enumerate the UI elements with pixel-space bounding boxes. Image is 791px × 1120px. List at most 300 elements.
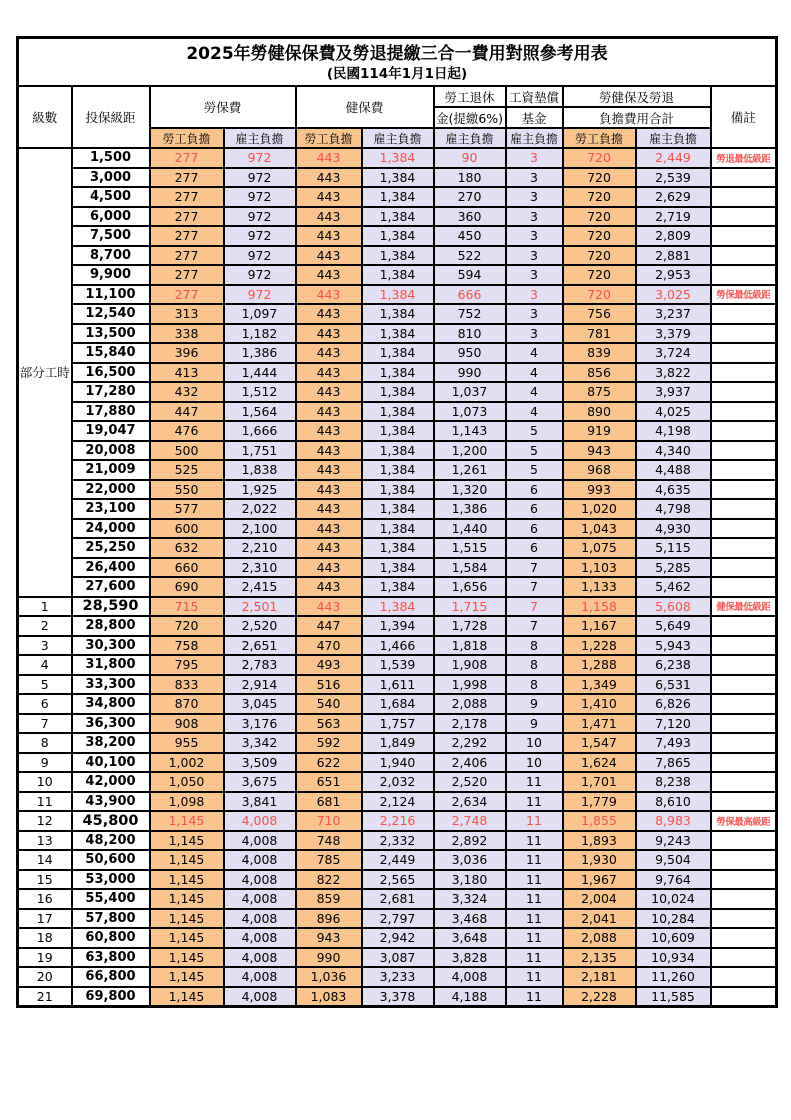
cell-remark bbox=[711, 246, 777, 266]
cell-total-worker: 781 bbox=[563, 324, 636, 344]
table-row bbox=[18, 363, 777, 383]
cell-remark bbox=[711, 909, 777, 929]
table-row bbox=[18, 714, 777, 734]
cell-health-employer: 1,384 bbox=[362, 441, 434, 461]
cell-labor-worker: 1,145 bbox=[150, 948, 224, 968]
cell-health-employer: 1,684 bbox=[362, 694, 434, 714]
cell-health-employer: 1,384 bbox=[362, 577, 434, 597]
cell-health-employer: 1,384 bbox=[362, 538, 434, 558]
cell-bracket: 45,800 bbox=[72, 811, 150, 831]
cell-level: 20 bbox=[18, 967, 72, 987]
cell-level: 5 bbox=[18, 675, 72, 695]
table-row bbox=[18, 597, 777, 617]
cell-labor-worker: 1,098 bbox=[150, 792, 224, 812]
table-row bbox=[18, 421, 777, 441]
cell-health-employer: 1,384 bbox=[362, 597, 434, 617]
cell-bracket: 16,500 bbox=[72, 363, 150, 383]
cell-health-employer: 1,384 bbox=[362, 304, 434, 324]
cell-wage-fund-employer: 10 bbox=[506, 733, 563, 753]
cell-bracket: 33,300 bbox=[72, 675, 150, 695]
cell-labor-employer: 972 bbox=[224, 187, 296, 207]
cell-pension-employer: 1,998 bbox=[434, 675, 506, 695]
cell-remark bbox=[711, 831, 777, 851]
cell-level: 14 bbox=[18, 850, 72, 870]
cell-health-worker: 443 bbox=[296, 187, 362, 207]
cell-pension-employer: 2,520 bbox=[434, 772, 506, 792]
cell-level: 4 bbox=[18, 655, 72, 675]
cell-total-employer: 11,260 bbox=[636, 967, 711, 987]
cell-remark bbox=[711, 499, 777, 519]
cell-health-employer: 1,384 bbox=[362, 226, 434, 246]
cell-labor-worker: 908 bbox=[150, 714, 224, 734]
cell-remark bbox=[711, 187, 777, 207]
cell-labor-employer: 3,176 bbox=[224, 714, 296, 734]
cell-remark bbox=[711, 304, 777, 324]
cell-labor-employer: 1,751 bbox=[224, 441, 296, 461]
cell-health-employer: 1,384 bbox=[362, 343, 434, 363]
cell-pension-employer: 1,715 bbox=[434, 597, 506, 617]
cell-wage-fund-employer: 11 bbox=[506, 850, 563, 870]
cell-bracket: 23,100 bbox=[72, 499, 150, 519]
cell-total-employer: 5,649 bbox=[636, 616, 711, 636]
cell-bracket: 30,300 bbox=[72, 636, 150, 656]
cell-labor-employer: 2,415 bbox=[224, 577, 296, 597]
cell-health-employer: 1,384 bbox=[362, 168, 434, 188]
cell-remark bbox=[711, 675, 777, 695]
cell-labor-employer: 2,210 bbox=[224, 538, 296, 558]
cell-total-worker: 2,228 bbox=[563, 987, 636, 1007]
cell-bracket: 22,000 bbox=[72, 480, 150, 500]
cell-health-employer: 2,797 bbox=[362, 909, 434, 929]
cell-total-worker: 2,135 bbox=[563, 948, 636, 968]
cell-remark bbox=[711, 987, 777, 1007]
cell-remark bbox=[711, 460, 777, 480]
cell-level: 1 bbox=[18, 597, 72, 617]
cell-health-worker: 443 bbox=[296, 285, 362, 305]
cell-total-employer: 4,488 bbox=[636, 460, 711, 480]
cell-bracket: 3,000 bbox=[72, 168, 150, 188]
cell-total-worker: 720 bbox=[563, 207, 636, 227]
cell-wage-fund-employer: 6 bbox=[506, 499, 563, 519]
cell-remark bbox=[711, 850, 777, 870]
cell-labor-worker: 600 bbox=[150, 519, 224, 539]
cell-labor-worker: 338 bbox=[150, 324, 224, 344]
cell-pension-employer: 666 bbox=[434, 285, 506, 305]
page-title: 2025年勞健保保費及勞退提繳三合一費用對照參考用表 bbox=[186, 43, 608, 64]
subheader-wage-fund-employer: 雇主負擔 bbox=[506, 128, 563, 148]
cell-total-worker: 1,349 bbox=[563, 675, 636, 695]
cell-total-employer: 5,943 bbox=[636, 636, 711, 656]
cell-labor-worker: 1,145 bbox=[150, 909, 224, 929]
cell-total-worker: 1,133 bbox=[563, 577, 636, 597]
cell-health-employer: 2,032 bbox=[362, 772, 434, 792]
cell-wage-fund-employer: 3 bbox=[506, 304, 563, 324]
cell-health-worker: 443 bbox=[296, 519, 362, 539]
cell-total-employer: 5,462 bbox=[636, 577, 711, 597]
cell-labor-employer: 1,097 bbox=[224, 304, 296, 324]
cell-labor-employer: 4,008 bbox=[224, 811, 296, 831]
cell-wage-fund-employer: 3 bbox=[506, 226, 563, 246]
cell-level: 10 bbox=[18, 772, 72, 792]
cell-wage-fund-employer: 4 bbox=[506, 363, 563, 383]
cell-total-worker: 856 bbox=[563, 363, 636, 383]
cell-bracket: 6,000 bbox=[72, 207, 150, 227]
cell-remark bbox=[711, 870, 777, 890]
cell-remark: 健保最低級距 bbox=[711, 597, 777, 617]
cell-level: 15 bbox=[18, 870, 72, 890]
cell-wage-fund-employer: 11 bbox=[506, 831, 563, 851]
col-header-pension-line1: 勞工退休 bbox=[434, 86, 506, 107]
cell-wage-fund-employer: 3 bbox=[506, 168, 563, 188]
cell-labor-worker: 1,145 bbox=[150, 811, 224, 831]
cell-health-worker: 443 bbox=[296, 597, 362, 617]
cell-labor-worker: 660 bbox=[150, 558, 224, 578]
cell-total-employer: 7,493 bbox=[636, 733, 711, 753]
cell-total-worker: 2,041 bbox=[563, 909, 636, 929]
subheader-labor-employer: 雇主負擔 bbox=[224, 128, 296, 148]
cell-wage-fund-employer: 5 bbox=[506, 441, 563, 461]
table-row bbox=[18, 499, 777, 519]
cell-labor-employer: 1,182 bbox=[224, 324, 296, 344]
cell-remark bbox=[711, 519, 777, 539]
table-row bbox=[18, 811, 777, 831]
cell-health-worker: 681 bbox=[296, 792, 362, 812]
cell-level: 12 bbox=[18, 811, 72, 831]
cell-total-worker: 943 bbox=[563, 441, 636, 461]
table-row bbox=[18, 226, 777, 246]
cell-total-employer: 3,237 bbox=[636, 304, 711, 324]
table-row bbox=[18, 655, 777, 675]
cell-wage-fund-employer: 4 bbox=[506, 343, 563, 363]
cell-health-employer: 1,384 bbox=[362, 480, 434, 500]
cell-pension-employer: 3,648 bbox=[434, 928, 506, 948]
cell-health-employer: 1,539 bbox=[362, 655, 434, 675]
cell-bracket: 19,047 bbox=[72, 421, 150, 441]
cell-pension-employer: 1,200 bbox=[434, 441, 506, 461]
table-row bbox=[18, 889, 777, 909]
cell-labor-employer: 3,509 bbox=[224, 753, 296, 773]
cell-labor-worker: 500 bbox=[150, 441, 224, 461]
cell-total-worker: 1,471 bbox=[563, 714, 636, 734]
cell-total-employer: 3,025 bbox=[636, 285, 711, 305]
cell-remark bbox=[711, 421, 777, 441]
cell-pension-employer: 3,468 bbox=[434, 909, 506, 929]
table-row bbox=[18, 402, 777, 422]
cell-total-worker: 875 bbox=[563, 382, 636, 402]
cell-pension-employer: 3,828 bbox=[434, 948, 506, 968]
table-row bbox=[18, 558, 777, 578]
cell-level: 16 bbox=[18, 889, 72, 909]
cell-wage-fund-employer: 4 bbox=[506, 402, 563, 422]
subheader-total-worker: 勞工負擔 bbox=[563, 128, 636, 148]
cell-bracket: 17,880 bbox=[72, 402, 150, 422]
cell-wage-fund-employer: 11 bbox=[506, 870, 563, 890]
cell-wage-fund-employer: 3 bbox=[506, 187, 563, 207]
cell-health-employer: 1,384 bbox=[362, 246, 434, 266]
cell-health-worker: 443 bbox=[296, 460, 362, 480]
cell-pension-employer: 990 bbox=[434, 363, 506, 383]
cell-health-employer: 2,565 bbox=[362, 870, 434, 890]
cell-remark: 勞退最低級距 bbox=[711, 148, 777, 168]
table-row bbox=[18, 753, 777, 773]
cell-pension-employer: 522 bbox=[434, 246, 506, 266]
cell-level: 18 bbox=[18, 928, 72, 948]
cell-bracket: 66,800 bbox=[72, 967, 150, 987]
cell-health-employer: 1,384 bbox=[362, 460, 434, 480]
cell-pension-employer: 1,143 bbox=[434, 421, 506, 441]
cell-pension-employer: 1,320 bbox=[434, 480, 506, 500]
cell-health-worker: 493 bbox=[296, 655, 362, 675]
table-body bbox=[18, 148, 777, 1007]
cell-wage-fund-employer: 3 bbox=[506, 246, 563, 266]
cell-remark bbox=[711, 928, 777, 948]
cell-bracket: 38,200 bbox=[72, 733, 150, 753]
cell-level: 3 bbox=[18, 636, 72, 656]
cell-health-worker: 622 bbox=[296, 753, 362, 773]
table-row bbox=[18, 304, 777, 324]
cell-bracket: 24,000 bbox=[72, 519, 150, 539]
cell-labor-worker: 715 bbox=[150, 597, 224, 617]
cell-total-employer: 2,809 bbox=[636, 226, 711, 246]
cell-health-employer: 3,233 bbox=[362, 967, 434, 987]
cell-bracket: 40,100 bbox=[72, 753, 150, 773]
cell-remark bbox=[711, 967, 777, 987]
cell-bracket: 15,840 bbox=[72, 343, 150, 363]
cell-wage-fund-employer: 6 bbox=[506, 538, 563, 558]
cell-total-employer: 6,826 bbox=[636, 694, 711, 714]
cell-wage-fund-employer: 8 bbox=[506, 636, 563, 656]
cell-total-worker: 720 bbox=[563, 285, 636, 305]
cell-wage-fund-employer: 7 bbox=[506, 558, 563, 578]
cell-health-worker: 785 bbox=[296, 850, 362, 870]
cell-total-employer: 8,610 bbox=[636, 792, 711, 812]
cell-total-employer: 4,798 bbox=[636, 499, 711, 519]
cell-labor-worker: 476 bbox=[150, 421, 224, 441]
cell-health-employer: 1,384 bbox=[362, 285, 434, 305]
cell-labor-worker: 277 bbox=[150, 207, 224, 227]
cell-total-employer: 8,238 bbox=[636, 772, 711, 792]
cell-health-worker: 651 bbox=[296, 772, 362, 792]
cell-health-worker: 516 bbox=[296, 675, 362, 695]
cell-labor-employer: 1,838 bbox=[224, 460, 296, 480]
cell-health-worker: 563 bbox=[296, 714, 362, 734]
cell-labor-employer: 4,008 bbox=[224, 967, 296, 987]
table-row bbox=[18, 168, 777, 188]
cell-total-employer: 10,934 bbox=[636, 948, 711, 968]
cell-total-worker: 1,288 bbox=[563, 655, 636, 675]
cell-health-worker: 443 bbox=[296, 246, 362, 266]
cell-wage-fund-employer: 3 bbox=[506, 265, 563, 285]
cell-health-employer: 1,849 bbox=[362, 733, 434, 753]
cell-labor-worker: 1,050 bbox=[150, 772, 224, 792]
cell-health-employer: 2,216 bbox=[362, 811, 434, 831]
cell-health-employer: 1,757 bbox=[362, 714, 434, 734]
cell-labor-employer: 2,310 bbox=[224, 558, 296, 578]
cell-total-employer: 6,531 bbox=[636, 675, 711, 695]
cell-remark bbox=[711, 265, 777, 285]
subheader-health-employer: 雇主負擔 bbox=[362, 128, 434, 148]
cell-remark bbox=[711, 636, 777, 656]
cell-health-worker: 443 bbox=[296, 265, 362, 285]
cell-pension-employer: 1,386 bbox=[434, 499, 506, 519]
premium-reference-table bbox=[16, 36, 778, 1008]
cell-health-worker: 443 bbox=[296, 207, 362, 227]
cell-wage-fund-employer: 11 bbox=[506, 967, 563, 987]
table-row bbox=[18, 148, 777, 168]
cell-bracket: 28,590 bbox=[72, 597, 150, 617]
cell-health-employer: 1,384 bbox=[362, 519, 434, 539]
table-row bbox=[18, 792, 777, 812]
cell-health-worker: 710 bbox=[296, 811, 362, 831]
cell-pension-employer: 1,728 bbox=[434, 616, 506, 636]
cell-total-worker: 1,158 bbox=[563, 597, 636, 617]
cell-pension-employer: 4,188 bbox=[434, 987, 506, 1007]
table-row bbox=[18, 187, 777, 207]
table-row bbox=[18, 324, 777, 344]
cell-health-employer: 3,087 bbox=[362, 948, 434, 968]
cell-labor-worker: 1,145 bbox=[150, 889, 224, 909]
cell-pension-employer: 360 bbox=[434, 207, 506, 227]
col-header-level: 級數 bbox=[18, 86, 72, 148]
cell-wage-fund-employer: 5 bbox=[506, 460, 563, 480]
cell-total-worker: 1,855 bbox=[563, 811, 636, 831]
cell-labor-employer: 4,008 bbox=[224, 889, 296, 909]
cell-labor-employer: 2,022 bbox=[224, 499, 296, 519]
cell-bracket: 57,800 bbox=[72, 909, 150, 929]
col-header-wage-fund-line1: 工資墊償 bbox=[506, 86, 563, 107]
cell-health-worker: 443 bbox=[296, 343, 362, 363]
cell-pension-employer: 3,324 bbox=[434, 889, 506, 909]
cell-remark bbox=[711, 363, 777, 383]
cell-total-worker: 1,547 bbox=[563, 733, 636, 753]
table-row bbox=[18, 246, 777, 266]
cell-remark bbox=[711, 538, 777, 558]
cell-total-worker: 756 bbox=[563, 304, 636, 324]
cell-total-worker: 2,088 bbox=[563, 928, 636, 948]
cell-wage-fund-employer: 10 bbox=[506, 753, 563, 773]
cell-total-worker: 1,930 bbox=[563, 850, 636, 870]
cell-labor-employer: 3,045 bbox=[224, 694, 296, 714]
cell-labor-employer: 3,841 bbox=[224, 792, 296, 812]
table-row bbox=[18, 636, 777, 656]
cell-health-worker: 443 bbox=[296, 558, 362, 578]
cell-pension-employer: 1,073 bbox=[434, 402, 506, 422]
cell-bracket: 26,400 bbox=[72, 558, 150, 578]
table-row bbox=[18, 343, 777, 363]
cell-total-worker: 1,167 bbox=[563, 616, 636, 636]
table-row bbox=[18, 967, 777, 987]
cell-total-worker: 2,181 bbox=[563, 967, 636, 987]
cell-bracket: 4,500 bbox=[72, 187, 150, 207]
cell-total-worker: 1,103 bbox=[563, 558, 636, 578]
cell-remark bbox=[711, 948, 777, 968]
cell-level: 17 bbox=[18, 909, 72, 929]
cell-labor-worker: 277 bbox=[150, 265, 224, 285]
cell-health-employer: 1,384 bbox=[362, 265, 434, 285]
title-cell bbox=[18, 38, 777, 87]
cell-wage-fund-employer: 9 bbox=[506, 694, 563, 714]
cell-pension-employer: 90 bbox=[434, 148, 506, 168]
cell-total-worker: 968 bbox=[563, 460, 636, 480]
cell-health-worker: 443 bbox=[296, 480, 362, 500]
cell-labor-employer: 972 bbox=[224, 207, 296, 227]
cell-total-employer: 4,025 bbox=[636, 402, 711, 422]
cell-health-employer: 1,394 bbox=[362, 616, 434, 636]
cell-bracket: 31,800 bbox=[72, 655, 150, 675]
cell-pension-employer: 450 bbox=[434, 226, 506, 246]
cell-bracket: 50,600 bbox=[72, 850, 150, 870]
cell-labor-worker: 396 bbox=[150, 343, 224, 363]
cell-level: 11 bbox=[18, 792, 72, 812]
cell-bracket: 8,700 bbox=[72, 246, 150, 266]
cell-total-employer: 7,120 bbox=[636, 714, 711, 734]
cell-bracket: 27,600 bbox=[72, 577, 150, 597]
cell-health-employer: 2,332 bbox=[362, 831, 434, 851]
cell-bracket: 12,540 bbox=[72, 304, 150, 324]
cell-total-employer: 4,930 bbox=[636, 519, 711, 539]
cell-labor-worker: 720 bbox=[150, 616, 224, 636]
cell-remark bbox=[711, 889, 777, 909]
cell-labor-employer: 1,666 bbox=[224, 421, 296, 441]
cell-remark bbox=[711, 402, 777, 422]
cell-health-employer: 1,384 bbox=[362, 499, 434, 519]
cell-labor-employer: 2,100 bbox=[224, 519, 296, 539]
cell-total-worker: 2,004 bbox=[563, 889, 636, 909]
premium-table bbox=[16, 36, 778, 1008]
cell-health-worker: 443 bbox=[296, 441, 362, 461]
cell-total-employer: 6,238 bbox=[636, 655, 711, 675]
cell-wage-fund-employer: 9 bbox=[506, 714, 563, 734]
cell-total-employer: 4,340 bbox=[636, 441, 711, 461]
cell-bracket: 9,900 bbox=[72, 265, 150, 285]
cell-pension-employer: 1,584 bbox=[434, 558, 506, 578]
cell-wage-fund-employer: 11 bbox=[506, 948, 563, 968]
cell-health-worker: 443 bbox=[296, 577, 362, 597]
cell-labor-employer: 4,008 bbox=[224, 987, 296, 1007]
cell-health-worker: 859 bbox=[296, 889, 362, 909]
table-row bbox=[18, 928, 777, 948]
cell-bracket: 11,100 bbox=[72, 285, 150, 305]
header-row-1 bbox=[18, 86, 777, 107]
cell-total-worker: 720 bbox=[563, 187, 636, 207]
cell-wage-fund-employer: 8 bbox=[506, 655, 563, 675]
cell-labor-employer: 972 bbox=[224, 246, 296, 266]
cell-wage-fund-employer: 3 bbox=[506, 207, 563, 227]
cell-total-employer: 10,609 bbox=[636, 928, 711, 948]
cell-remark bbox=[711, 168, 777, 188]
cell-pension-employer: 1,037 bbox=[434, 382, 506, 402]
cell-bracket: 13,500 bbox=[72, 324, 150, 344]
cell-total-employer: 3,822 bbox=[636, 363, 711, 383]
cell-health-worker: 443 bbox=[296, 499, 362, 519]
cell-wage-fund-employer: 3 bbox=[506, 148, 563, 168]
cell-health-employer: 1,384 bbox=[362, 148, 434, 168]
cell-wage-fund-employer: 11 bbox=[506, 987, 563, 1007]
cell-labor-worker: 277 bbox=[150, 148, 224, 168]
cell-total-worker: 919 bbox=[563, 421, 636, 441]
cell-pension-employer: 594 bbox=[434, 265, 506, 285]
table-row bbox=[18, 480, 777, 500]
cell-health-worker: 443 bbox=[296, 421, 362, 441]
cell-bracket: 36,300 bbox=[72, 714, 150, 734]
col-header-pension-line2: 金(提繳6%) bbox=[434, 107, 506, 128]
col-header-wage-fund-line2: 基金 bbox=[506, 107, 563, 128]
cell-pension-employer: 2,406 bbox=[434, 753, 506, 773]
cell-labor-employer: 1,512 bbox=[224, 382, 296, 402]
cell-remark bbox=[711, 733, 777, 753]
cell-labor-worker: 277 bbox=[150, 187, 224, 207]
cell-total-employer: 4,635 bbox=[636, 480, 711, 500]
